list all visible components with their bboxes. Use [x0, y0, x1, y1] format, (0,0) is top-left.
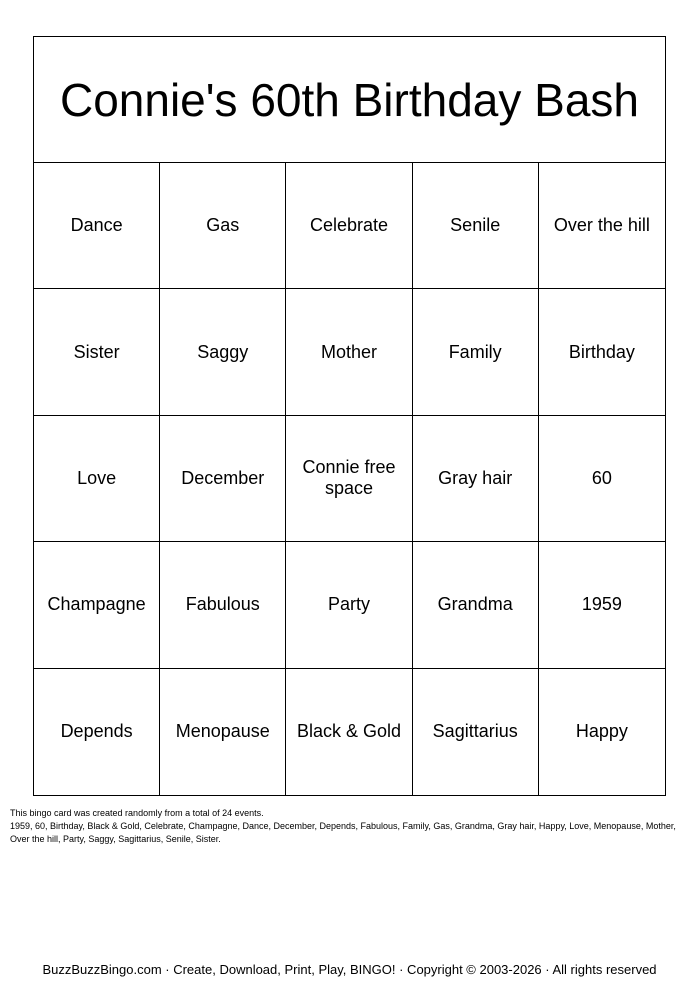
bingo-cell: Dance: [34, 163, 160, 289]
bingo-cell: Depends: [34, 669, 160, 795]
bingo-cell: Family: [413, 289, 539, 415]
card-title: Connie's 60th Birthday Bash: [59, 73, 640, 126]
bingo-cell: 60: [539, 416, 665, 542]
bingo-cell: Party: [286, 542, 412, 668]
bingo-cell: Menopause: [160, 669, 286, 795]
bingo-cell: Sagittarius: [413, 669, 539, 795]
site-footer: BuzzBuzzBingo.com · Create, Download, Print, Play, BINGO! · Copyright © 2003-2026 · All rights reserved: [42, 962, 657, 977]
bingo-cell: Celebrate: [286, 163, 412, 289]
bingo-cell: Mother: [286, 289, 412, 415]
free-space-cell: Connie free space: [286, 416, 412, 542]
bingo-cell: Happy: [575, 721, 628, 742]
bingo-cell: 1959: [539, 542, 665, 668]
bingo-grid: [34, 163, 665, 795]
event-list: 1959, 60, Birthday, Black & Gold, Celebrate, Champagne, Dance, December, Depends, Fabulous, Family, Gas, Grandma, Gray hair, Happy, Love, Menopause, Mother, Over the hill, Party, Saggy, Sagittarius, Senile, Sister.: [10, 821, 676, 844]
bingo-cell: Saggy: [160, 289, 286, 415]
bingo-cell: Grandma: [413, 542, 539, 668]
card-notes: [10, 807, 690, 846]
bingo-cell: Love: [34, 416, 160, 542]
bingo-cell: Gray hair: [413, 416, 539, 542]
bingo-cell: Senile: [413, 163, 539, 289]
bingo-cell: December: [160, 416, 286, 542]
bingo-cell: Black & Gold: [286, 669, 412, 795]
bingo-cell: Fabulous: [160, 542, 286, 668]
event-count-note: This bingo card was created randomly from a total of 24 events.: [10, 808, 264, 818]
bingo-cell: Over the hill: [539, 163, 665, 289]
bingo-cell: Gas: [160, 163, 286, 289]
bingo-cell: Birthday: [539, 289, 665, 415]
bingo-card: [33, 36, 666, 796]
bingo-cell: Sister: [34, 289, 160, 415]
card-header: [34, 37, 665, 163]
bingo-cell: Champagne: [34, 542, 160, 668]
